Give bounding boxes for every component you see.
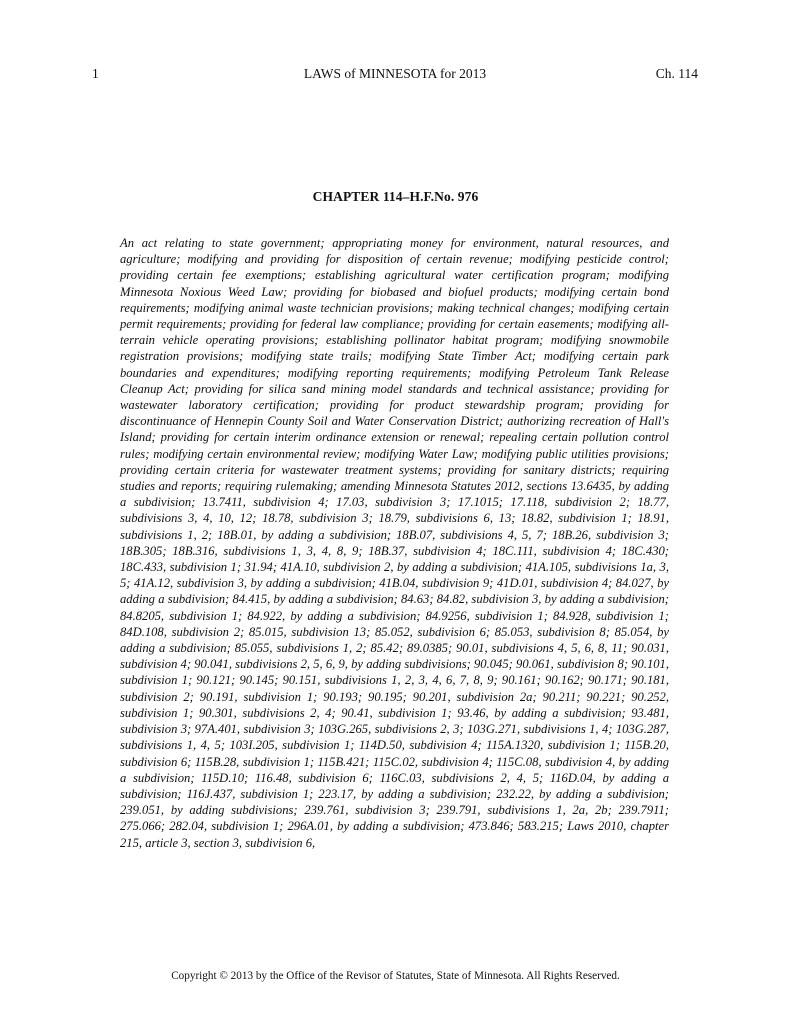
chapter-reference: Ch. 114 [655, 66, 698, 81]
copyright-footer: Copyright © 2013 by the Office of the Revisor of Statutes, State of Minnesota. All Rights Reserved. [171, 970, 620, 982]
running-title: LAWS of MINNESOTA for 2013 [303, 66, 487, 81]
page-header [92, 66, 698, 84]
chapter-heading: CHAPTER 114–H.F.No. 976 [312, 189, 479, 204]
act-title-paragraph: An act relating to state government; appropriating money for environment, natural resources, and agriculture; modifying and providing for disposition of certain revenue; modifying pesticide control; providing certain fee exemptions; establishing agricultural water certification program; modifying Minnesota Noxious Weed Law; providing for biobased and biofuel products; modifying certain bond requirements; modifying animal waste technician provisions; making technical changes; modifying certain permit requirements; providing for federal law compliance; providing for certain easements; modifying all-terrain vehicle operating provisions; establishing pollinator habitat program; modifying snowmobile registration provisions; modifying state trails; modifying State Timber Act; modifying certain park boundaries and expenditures; modifying reporting requirements; modifying Petroleum Tank Release Cleanup Act; providing for silica sand mining model standards and technical assistance; providing for wastewater laboratory certification; providing for product stewardship program; providing for discontinuance of Hennepin County Soil and Water Conservation District; authorizing recreation of Hall's Island; providing for certain interim ordinance extension or renewal; repealing certain pollution control rules; modifying certain environmental review; modifying Water Law; modifying public utilities provisions; providing certain criteria for wastewater treatment systems; providing for sanitary districts; requiring studies and reports; requiring rulemaking; amending Minnesota Statutes 2012, sections 13.6435, by adding a subdivision; 13.7411, subdivision 4; 17.03, subdivision 3; 17.1015; 17.118, subdivision 2; 18.77, subdivisions 3, 4, 10, 12; 18.78, subdivision 3; 18.79, subdivisions 6, 13; 18.82, subdivision 1; 18.91, subdivisions 1, 2; 18B.01, by adding a subdivision; 18B.07, subdivisions 4, 5, 7; 18B.26, subdivision 3; 18B.305; 18B.316, subdivisions 1, 3, 4, 8, 9; 18B.37, subdivision 4; 18C.111, subdivision 4; 18C.430; 18C.433, subdivision 1; 31.94; 41A.10, subdivision 2, by adding a subdivision; 41A.105, subdivisions 1a, 3, 5; 41A.12, subdivision 3, by adding a subdivision; 41B.04, subdivision 9; 41D.01, subdivision 4; 84.027, by adding a subdivision; 84.415, by adding a subdivision; 84.63; 84.82, subdivision 3, by adding a subdivision; 84.8205, subdivision 1; 84.922, by adding a subdivision; 84.9256, subdivision 1; 84.928, subdivision 1; 84D.108, subdivision 2; 85.015, subdivision 13; 85.052, subdivision 6; 85.053, subdivision 8; 85.054, by adding a subdivision; 85.055, subdivisions 1, 2; 85.42; 89.0385; 90.01, subdivisions 4, 5, 6, 8, 11; 90.031, subdivision 4; 90.041, subdivisions 2, 5, 6, 9, by adding subdivisions; 90.045; 90.061, subdivision 8; 90.101, subdivision 1; 90.121; 90.145; 90.151, subdivisions 1, 2, 3, 4, 6, 7, 8, 9; 90.161; 90.162; 90.171; 90.181, subdivision 2; 90.191, subdivision 1; 90.193; 90.195; 90.201, subdivision 2a; 90.211; 90.221; 90.252, subdivision 1; 90.301, subdivisions 2, 4; 90.41, subdivision 1; 93.46, by adding a subdivision; 93.481, subdivision 3; 97A.401, subdivision 3; 103G.265, subdivisions 2, 3; 103G.271, subdivisions 1, 4; 103G.287, subdivisions 1, 4, 5; 103I.205, subdivision 1; 114D.50, subdivision 4; 115A.1320, subdivision 1; 115B.20, subdivision 6; 115B.28, subdivision 1; 115B.421; 115C.02, subdivision 4; 115C.08, subdivision 4, by adding a subdivision; 115D.10; 116.48, subdivision 6; 116C.03, subdivisions 2, 4, 5; 116D.04, by adding a subdivision; 116J.437, subdivision 1; 223.17, by adding a subdivision; 232.22, by adding a subdivision; 239.051, by adding subdivisions; 239.761, subdivision 3; 239.791, subdivisions 1, 2a, 2b; 239.7911; 275.066; 282.04, subdivision 1; 296A.01, by adding a subdivision; 473.846; 583.215; Laws 2010, chapter 215, article 3, section 3, subdivision 6, [120, 236, 669, 850]
page-number: 1 [92, 66, 99, 81]
